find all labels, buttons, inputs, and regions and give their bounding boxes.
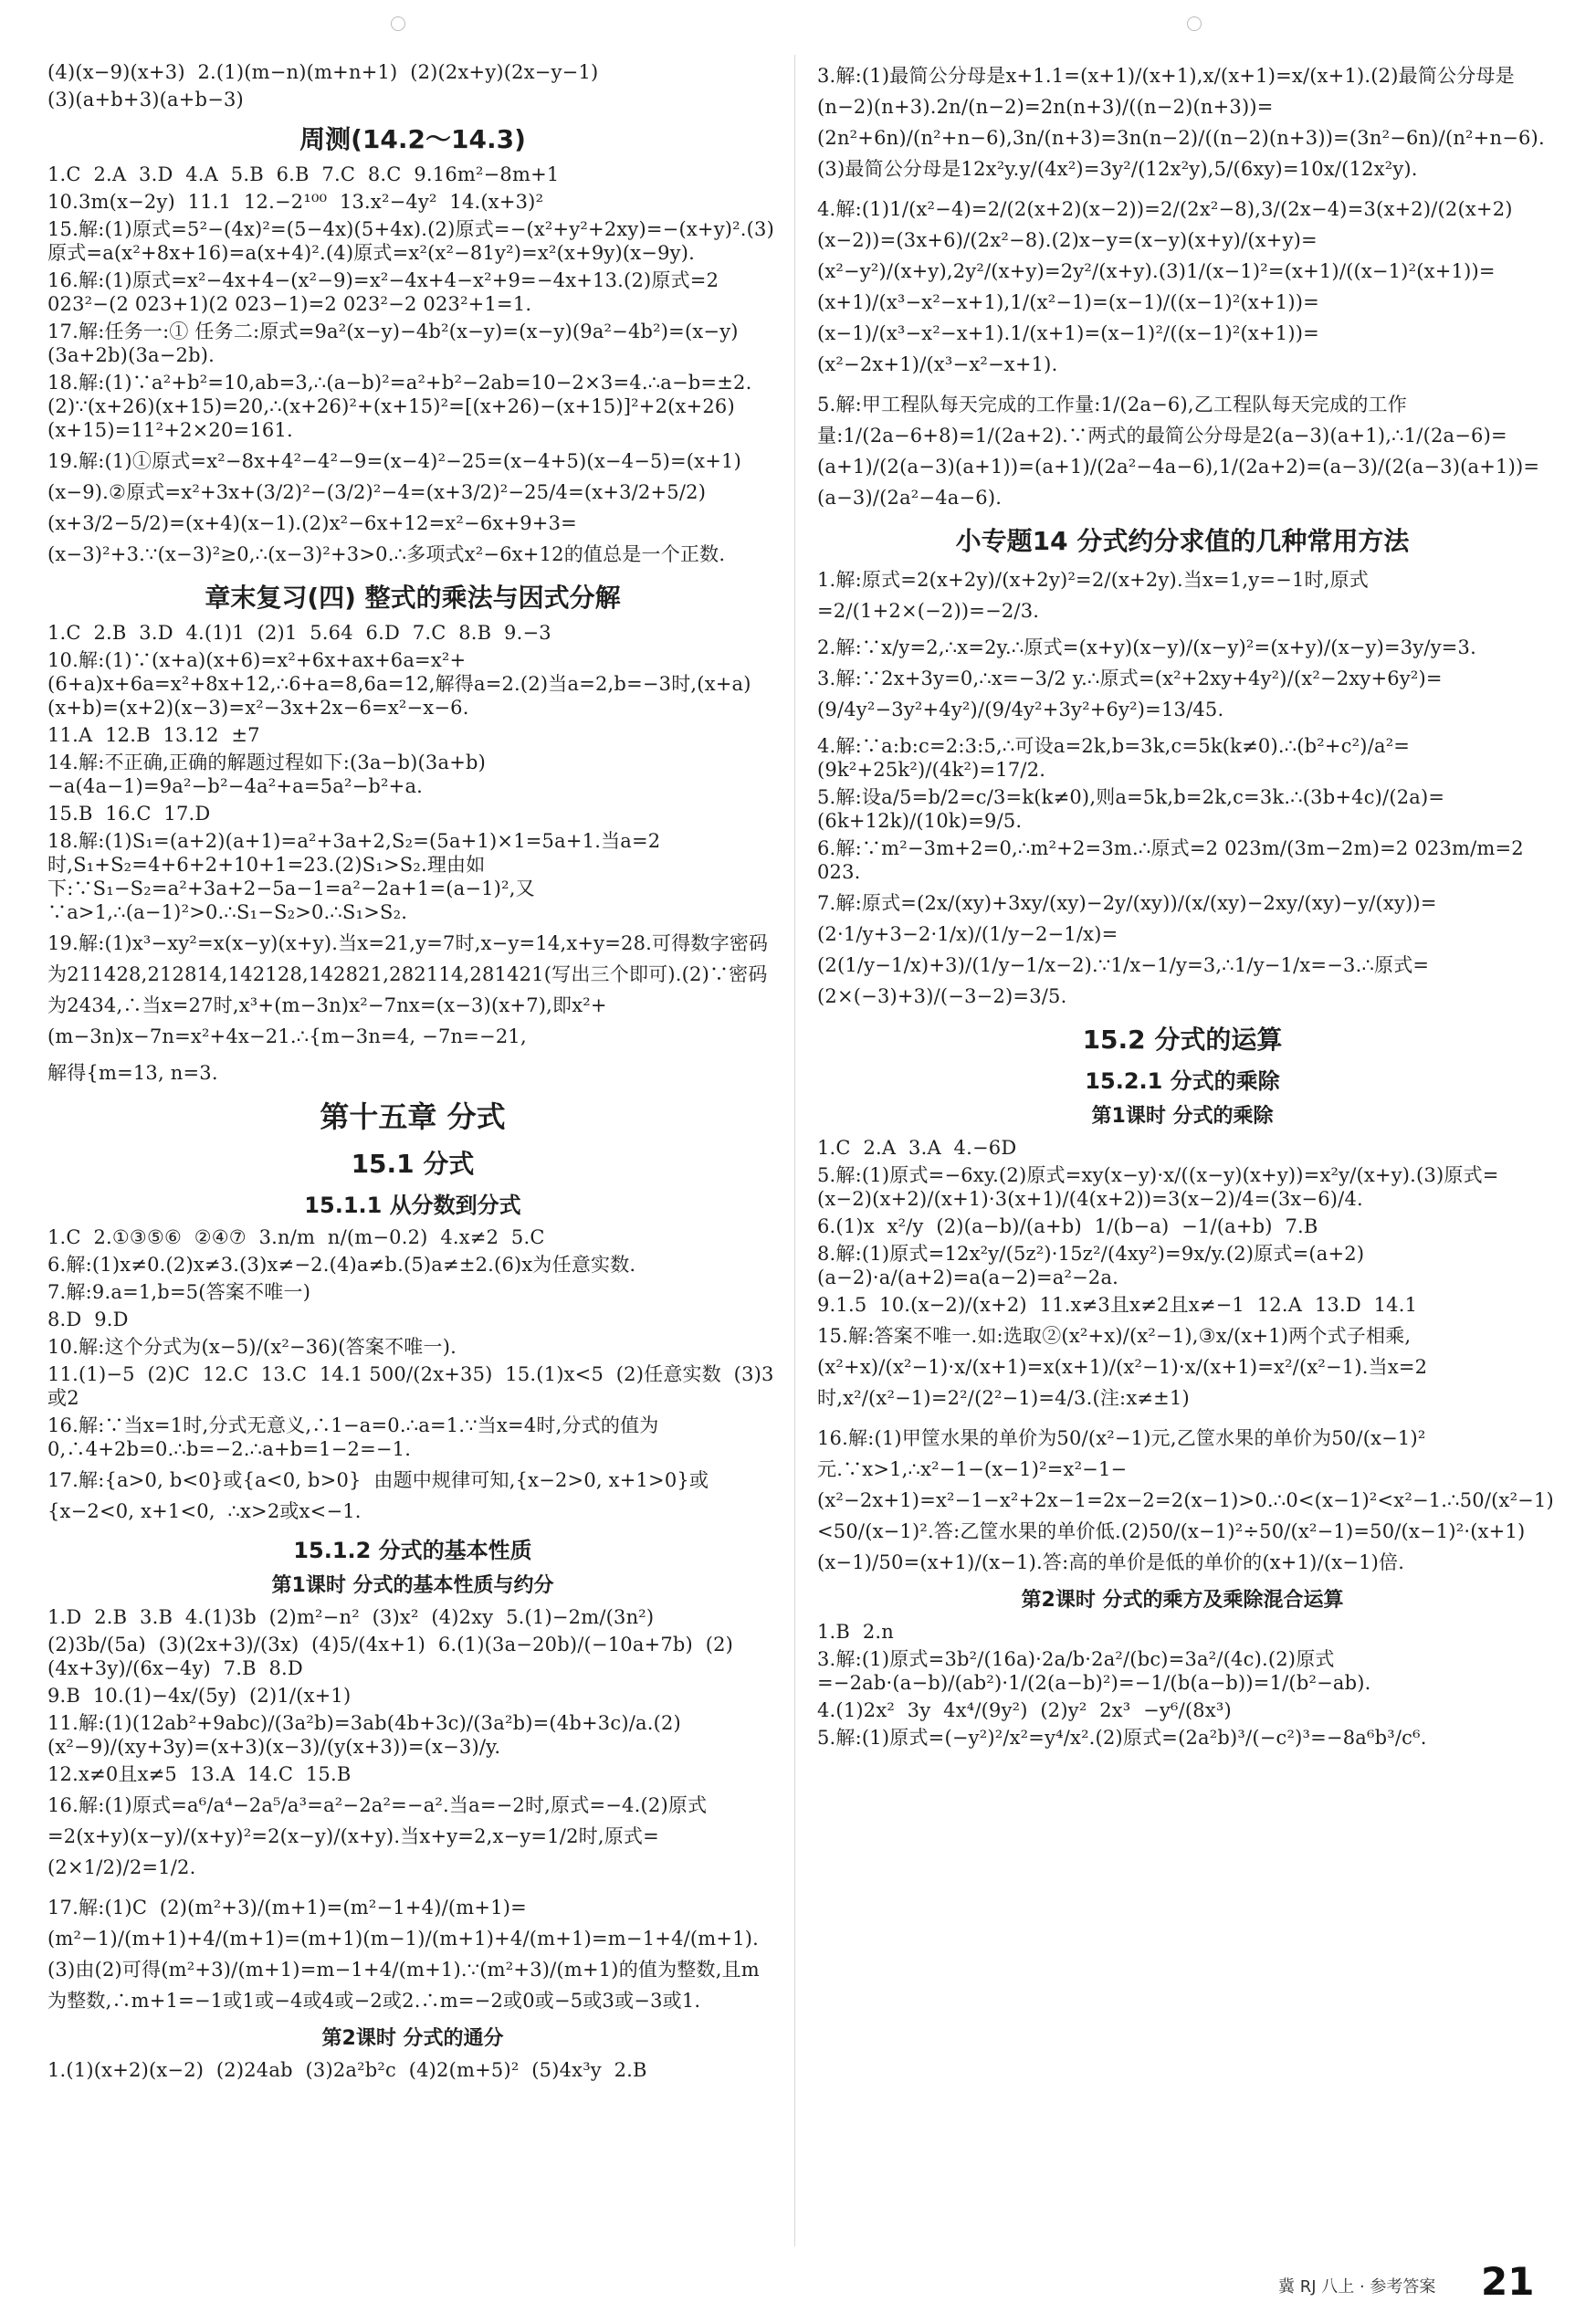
answer-line: 1.C 2.①③⑤⑥ ②④⑦ 3.n/m n/(m−0.2) 4.x≠2 5.C [47, 1226, 545, 1248]
answer-line: 11.A 12.B 13.12 ±7 [47, 724, 260, 746]
answer-line: 1.D 2.B 3.B 4.(1)3b (2)m²−n² (3)x² (4)2xy 5.(1)−2m/(3n²) [47, 1606, 655, 1628]
answer-line: 10.解:这个分式为(x−5)/(x²−36)(答案不唯一). [47, 1336, 457, 1358]
answer-line: 3.解:∵2x+3y=0,∴x=−3/2 y.∴原式=(x²+2xy+4y²)/(x²−2xy+6y²)=(9/4y²−3y²+4y²)/(9/4y²+3y²+6y²)=13/45. [817, 667, 1443, 720]
answer-line: 6.(1)x x²/y (2)(a−b)/(a+b) 1/(b−a) −1/(a+b) 7.B [817, 1215, 1318, 1237]
answer-line: (2)3b/(5a) (3)(2x+3)/(3x) (4)5/(4x+1) 6.(1)(3a−20b)/(−10a+7b) (2)(4x+3y)/(6x−4y) 7.B 8.D [47, 1634, 734, 1679]
answer-line: 6.解:∵m²−3m+2=0,∴m²+2=3m.∴原式=2 023m/(3m−2m)=2 023m/m=2 023. [817, 837, 1530, 883]
answer-line: 8.D 9.D [47, 1309, 129, 1330]
section-heading-topic: 小专题14 分式约分求值的几种常用方法 [955, 526, 1410, 556]
answer-line: 1.C 2.A 3.D 4.A 5.B 6.B 7.C 8.C 9.16m²−8m+1 [47, 163, 560, 185]
answer-line: 12.x≠0且x≠5 13.A 14.C 15.B [47, 1763, 352, 1785]
answer-line: 解得{m=13, n=3. [47, 1062, 218, 1084]
answer-line: 8.解:(1)原式=12x²y/(5z²)·15z²/(4xy²)=9x/y.(2)原式=(a+2)(a−2)·a/(a+2)=a(a−2)=a²−2a. [817, 1243, 1365, 1288]
answer-line: 16.解:(1)甲筐水果的单价为50/(x²−1)元,乙筐水果的单价为50/(x−1)²元.∵x>1,∴x²−1−(x−1)²=x²−1−(x²−2x+1)=x²−1−x²+2x−1=2x−2=2(x−1)>0.∴0<(x−1)²<x²−1.∴50/(x²−1)<50/(x−1)².答:乙筐水果的单价低.(2)50/(x−1)²÷50/(x²−1)=50/(x−1)²·(x+1)(x−1)/50=(x+1)/(x−1).答:高的单价是低的单价的(x+1)/(x−1)倍. [817, 1427, 1554, 1573]
answer-line: 17.解:任务一:① 任务二:原式=9a²(x−y)−4b²(x−y)=(x−y)(9a²−4b²)=(x−y)(3a+2b)(3a−2b). [47, 321, 739, 366]
answer-line: 3.解:(1)原式=3b²/(16a)·2a/b·2a²/(bc)=3a²/(4c).(2)原式=−2ab·(a−b)/(ab²)·1/(2(a−b)²)=−1/(b(a−b))=1/(b²−ab). [817, 1648, 1371, 1694]
answer-line: 5.解:(1)原式=(−y²)²/x²=y⁴/x².(2)原式=(2a²b)³/(−c²)³=−8a⁶b³/c⁶. [817, 1727, 1427, 1749]
page-number: 21 [1481, 2259, 1535, 2304]
answer-line: 1.(1)(x+2)(x−2) (2)24ab (3)2a²b²c (4)2(m+5)² (5)4x³y 2.B [47, 2059, 647, 2081]
subsection-title: 15.2.1 分式的乘除 [1085, 1068, 1280, 1094]
answer-line: 5.解:甲工程队每天完成的工作量:1/(2a−6),乙工程队每天完成的工作量:1/(2a−6+8)=1/(2a+2).∵两式的最简公分母是2(a−3)(a+1),∴1/(2a−6)=(a+1)/(2(a−3)(a+1))=(a+1)/(2a²−4a−6),1/(2a+2)=(a−3)/(2(a−3)(a+1))=(a−3)/(2a²−4a−6). [817, 394, 1540, 509]
answer-line: 16.解:∵当x=1时,分式无意义,∴1−a=0.∴a=1.∵当x=4时,分式的值为0,∴4+2b=0.∴b=−2.∴a+b=1−2=−1. [47, 1414, 659, 1460]
section-heading-chapter-review: 章末复习(四) 整式的乘法与因式分解 [205, 583, 621, 613]
answer-line: 7.解:9.a=1,b=5(答案不唯一) [47, 1281, 311, 1303]
answer-line: 10.解:(1)∵(x+a)(x+6)=x²+6x+ax+6a=x²+(6+a)x+6a=x²+8x+12,∴6+a=8,6a=12,解得a=2.(2)当a=2,b=−3时,(x+a)(x+b)=(x+2)(x−3)=x²−3x+2x−6=x²−x−6. [47, 649, 751, 719]
answer-line: 17.解:(1)C (2)(m²+3)/(m+1)=(m²−1+4)/(m+1)=(m²−1)/(m+1)+4/(m+1)=(m+1)(m−1)/(m+1)+4/(m+1)=m−1+4/(m+1).(3)由(2)可得(m²+3)/(m+1)=m−1+4/(m+1).∵(m²+3)/(m+1)的值为整数,且m为整数,∴m+1=−1或1或−4或4或−2或2.∴m=−2或0或−5或3或−3或1. [47, 1897, 760, 2012]
answer-line: 1.C 2.B 3.D 4.(1)1 (2)1 5.64 6.D 7.C 8.B 9.−3 [47, 622, 551, 644]
book-label: 冀 RJ 八上 · 参考答案 [1278, 2277, 1436, 2297]
column-divider [794, 55, 795, 2246]
section-title: 15.1 分式 [351, 1149, 475, 1179]
answer-line: 19.解:(1)①原式=x²−8x+4²−4²−9=(x−4)²−25=(x−4+5)(x−4−5)=(x+1)(x−9).②原式=x²+3x+(3/2)²−(3/2)²−4=(x+3/2)²−25/4=(x+3/2+5/2)(x+3/2−5/2)=(x+4)(x−1).(2)x²−6x+12=x²−6x+9+3=(x−3)²+3.∵(x−3)²≥0,∴(x−3)²+3>0.∴多项式x²−6x+12的值总是一个正数. [47, 450, 741, 565]
subsection-title: 15.1.2 分式的基本性质 [293, 1538, 532, 1563]
answer-line: 1.C 2.A 3.A 4.−6D [817, 1137, 1017, 1159]
answer-line: 11.解:(1)(12ab²+9abc)/(3a²b)=3ab(4b+3c)/(3a²b)=(4b+3c)/a.(2)(x²−9)/(xy+3y)=(x+3)(x−3)/(y(x+3))=(x−3)/y. [47, 1712, 681, 1758]
answer-line: 9.1.5 10.(x−2)/(x+2) 11.x≠3且x≠2且x≠−1 12.A 13.D 14.1 [817, 1294, 1418, 1316]
answer-line: 16.解:(1)原式=x²−4x+4−(x²−9)=x²−4x+4−x²+9=−4x+13.(2)原式=2 023²−(2 023+1)(2 023−1)=2 023²−2 023²+1=1. [47, 269, 726, 315]
chapter-title: 第十五章 分式 [320, 1099, 506, 1134]
answer-line: 10.3m(x−2y) 11.1 12.−2¹⁰⁰ 13.x²−4y² 14.(x+3)² [47, 191, 544, 213]
subsection-title: 15.1.1 从分数到分式 [304, 1193, 521, 1218]
answer-line: 3.解:(1)最简公分母是x+1.1=(x+1)/(x+1),x/(x+1)=x/(x+1).(2)最简公分母是(n−2)(n+3).2n/(n−2)=2n(n+3)/((n−2)(n+3))=(2n²+6n)/(n²+n−6),3n/(n+3)=3n(n−2)/((n−2)(n+3))=(3n²−6n)/(n²+n−6).(3)最简公分母是12x²y.y/(4x²)=3y²/(12x²y),5/(6xy)=10x/(12x²y). [817, 65, 1545, 180]
answer-line: 9.B 10.(1)−4x/(5y) (2)1/(x+1) [47, 1685, 352, 1707]
binding-hole-mark [1187, 16, 1202, 31]
answer-line: 15.解:答案不唯一.如:选取②(x²+x)/(x²−1),③x/(x+1)两个式子相乘,(x²+x)/(x²−1)·x/(x+1)=x(x+1)/(x²−1)·x/(x+1)=x²/(x²−1).当x=2时,x²/(x²−1)=2²/(2²−1)=4/3.(注:x≠±1) [817, 1325, 1428, 1409]
answer-line: 18.解:(1)∵a²+b²=10,ab=3,∴(a−b)²=a²+b²−2ab=10−2×3=4.∴a−b=±2.(2)∵(x+26)(x+15)=20,∴(x+26)²+(x+15)²=[(x+26)−(x+15)]²+2(x+26)(x+15)=11²+2×20=161. [47, 372, 752, 441]
right-column [817, 60, 1554, 1753]
page-footer [1278, 2259, 1552, 2305]
answer-line: 1.B 2.n [817, 1621, 894, 1643]
answer-line: 6.解:(1)x≠0.(2)x≠3.(3)x≠−2.(4)a≠b.(5)a≠±2.(6)x为任意实数. [47, 1254, 636, 1276]
answer-line: 1.解:原式=2(x+2y)/(x+2y)²=2/(x+2y).当x=1,y=−1时,原式=2/(1+2×(−2))=−2/3. [817, 569, 1369, 622]
answer-line: 7.解:原式=(2x/(xy)+3xy/(xy)−2y/(xy))/(x/(xy)−2xy/(xy)−y/(xy))=(2·1/y+3−2·1/x)/(1/y−2−1/x)=(2(1/y−1/x)+3)/(1/y−1/x−2).∵1/x−1/y=3,∴1/y−1/x=−3.∴原式=(2×(−3)+3)/(−3−2)=3/5. [817, 892, 1437, 1007]
left-column [47, 60, 778, 2086]
answer-line: 15.B 16.C 17.D [47, 803, 211, 825]
lesson-title: 第2课时 分式的通分 [321, 2027, 504, 2050]
section-heading-weekly-test: 周测(14.2～14.3) [299, 124, 526, 154]
answer-line: 18.解:(1)S₁=(a+2)(a+1)=a²+3a+2,S₂=(5a+1)×1=5a+1.当a=2时,S₁+S₂=4+6+2+10+1=23.(2)S₁>S₂.理由如下:∵S₁−S₂=a²+3a+2−5a−1=a²−2a+1=(a−1)²,又∵a>1,∴(a−1)²>0.∴S₁−S₂>0.∴S₁>S₂. [47, 830, 661, 923]
answer-line: 5.解:(1)原式=−6xy.(2)原式=xy(x−y)·x/((x−y)(x+y))=x²y/(x+y).(3)原式=(x−2)(x+2)/(x+1)·3(x+1)/(4(x+2))=3(x−2)/4=(3x−6)/4. [817, 1164, 1499, 1210]
section-title: 15.2 分式的运算 [1082, 1025, 1283, 1055]
answer-line: 15.解:(1)原式=5²−(4x)²=(5−4x)(5+4x).(2)原式=−(x²+y²+2xy)=−(x+y)².(3)原式=a(x²+8x+16)=a(x+4)².(4)原式=x²(x²−81y²)=x²(x+9y)(x−9y). [47, 218, 775, 264]
answer-line: 4.解:(1)1/(x²−4)=2/(2(x+2)(x−2))=2/(2x²−8),3/(2x−4)=3(x+2)/(2(x+2)(x−2))=(3x+6)/(2x²−8).(2)x−y=(x−y)(x+y)/(x+y)=(x²−y²)/(x+y),2y²/(x+y)=2y²/(x+y).(3)1/(x−1)²=(x+1)/((x−1)²(x+1))=(x+1)/(x³−x²−x+1),1/(x²−1)=(x−1)/((x−1)²(x+1))=(x−1)/(x³−x²−x+1).1/(x+1)=(x−1)²/((x−1)²(x+1))=(x²−2x+1)/(x³−x²−x+1). [817, 198, 1513, 375]
answer-line: 14.解:不正确,正确的解题过程如下:(3a−b)(3a+b)−a(4a−1)=9a²−b²−4a²+a=5a²−b²+a. [47, 752, 487, 797]
answer-line: 4.解:∵a:b:c=2:3:5,∴可设a=2k,b=3k,c=5k(k≠0).∴(b²+c²)/a²=(9k²+25k²)/(4k²)=17/2. [817, 735, 1411, 781]
answer-line: 4.(1)2x² 3y 4x⁴/(9y²) (2)y² 2x³ −y⁶/(8x³) [817, 1699, 1232, 1721]
answer-line: (3)(a+b+3)(a+b−3) [47, 89, 244, 110]
lesson-title: 第1课时 分式的基本性质与约分 [271, 1574, 554, 1597]
answer-line: 16.解:(1)原式=a⁶/a⁴−2a⁵/a³=a²−2a²=−a².当a=−2时,原式=−4.(2)原式=2(x+y)(x−y)/(x+y)²=2(x−y)/(x+y).当x+y=2,x−y=1/2时,原式=(2×1/2)/2=1/2. [47, 1794, 708, 1878]
binding-hole-mark [391, 16, 405, 31]
lesson-title: 第1课时 分式的乘除 [1091, 1105, 1274, 1128]
answer-line: (4)(x−9)(x+3) 2.(1)(m−n)(m+n+1) (2)(2x+y)(2x−y−1) [47, 61, 599, 83]
answer-line: 5.解:设a/5=b/2=c/3=k(k≠0),则a=5k,b=2k,c=3k.∴(3b+4c)/(2a)=(6k+12k)/(10k)=9/5. [817, 786, 1445, 832]
answer-line: 2.解:∵x/y=2,∴x=2y.∴原式=(x+y)(x−y)/(x−y)²=(x+y)/(x−y)=3y/y=3. [817, 636, 1476, 658]
answer-line: 19.解:(1)x³−xy²=x(x−y)(x+y).当x=21,y=7时,x−y=14,x+y=28.可得数字密码为211428,212814,142128,142821,282114,281421(写出三个即可).(2)∵密码为2434,∴当x=27时,x³+(m−3n)x²−7nx=(x−3)(x+7),即x²+(m−3n)x−7n=x²+4x−21.∴{m−3n=4, −7n=−21, [47, 932, 769, 1047]
answer-line: 17.解:{a>0, b<0}或{a<0, b>0} 由题中规律可知,{x−2>0, x+1>0}或{x−2<0, x+1<0, ∴x>2或x<−1. [47, 1469, 709, 1522]
answer-line: 11.(1)−5 (2)C 12.C 13.C 14.1 500/(2x+35) 15.(1)x<5 (2)任意实数 (3)3或2 [47, 1363, 774, 1409]
lesson-title: 第2课时 分式的乘方及乘除混合运算 [1021, 1589, 1344, 1612]
